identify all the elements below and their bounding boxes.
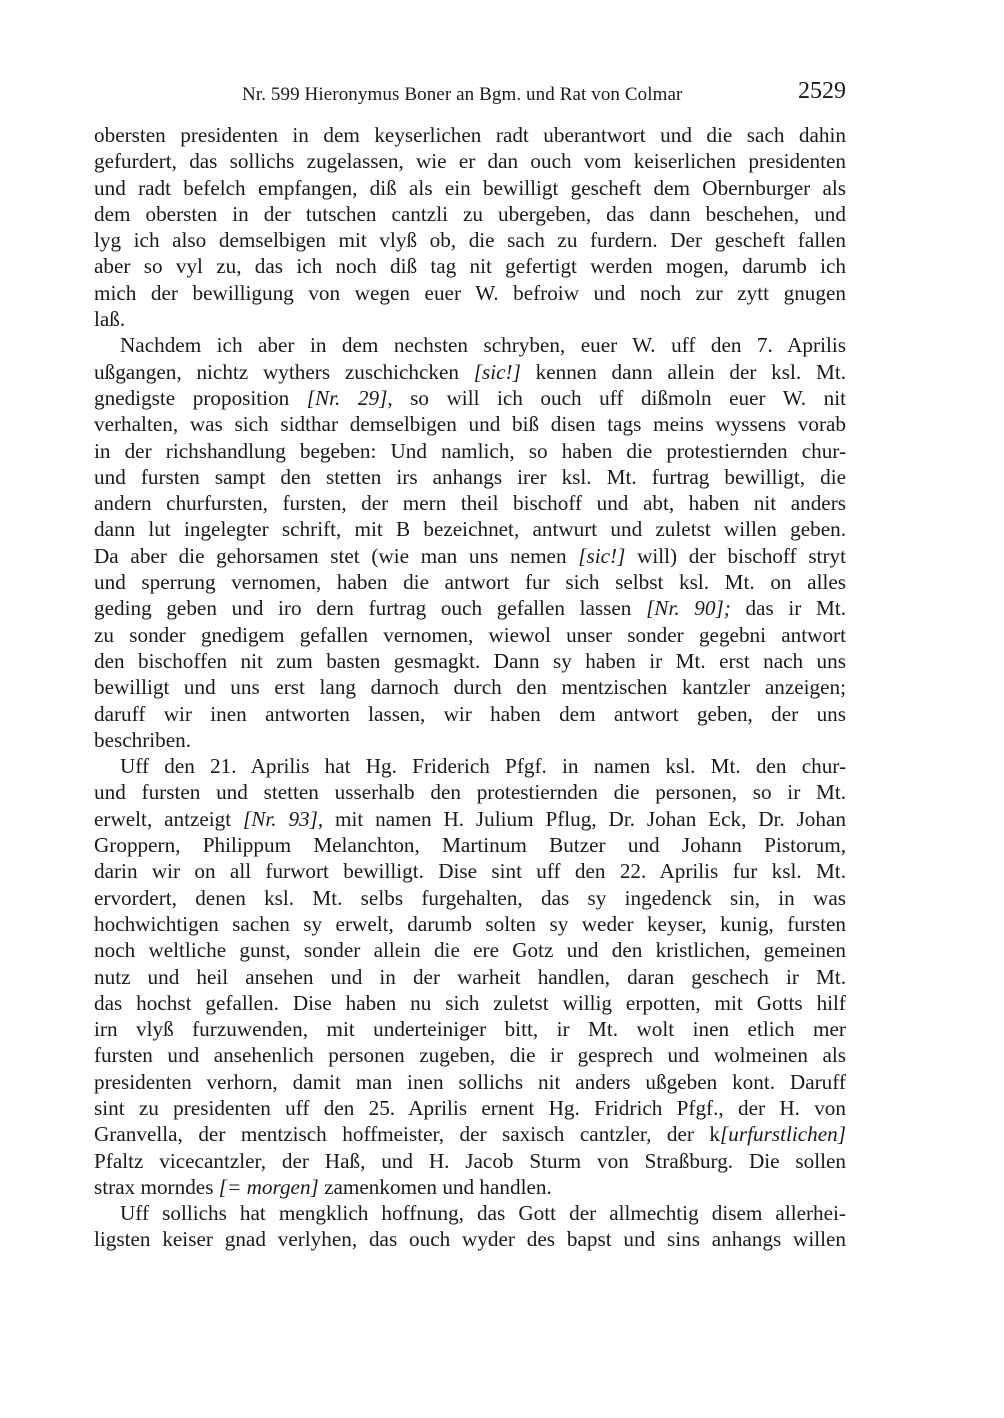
editorial-note: [Nr. 93] [243, 806, 318, 831]
text-line [94, 1148, 846, 1174]
text-line [94, 622, 846, 648]
text-segment: irn vlyß furzuwenden, mit underteiniger bitt, ir Mt. wolt inen etlich mer [94, 1017, 846, 1042]
text-segment: Groppern, Philippum Melanchton, Martinum Butzer und Johann Pistorum, [94, 833, 846, 858]
text-segment: verhalten, was sich sidthar demselbigen und biß disen tags meins wyssens vorab [94, 412, 846, 437]
text-segment: und fursten und stetten usserhalb den protestiernden die personen, so ir Mt. [94, 780, 846, 805]
text-line [94, 411, 846, 437]
text-line [94, 1174, 846, 1200]
editorial-note: [Nr. 90]; [646, 596, 731, 621]
text-segment: das ir Mt. [730, 596, 847, 621]
text-segment: zu sonder gnedigem gefallen vernomen, wiewol unser sonder gegebni antwort [94, 622, 846, 647]
text-line [94, 543, 846, 569]
text-line [94, 1121, 846, 1147]
text-segment: ligsten keiser gnad verlyhen, das ouch wyder des bapst und sins anhangs willen [94, 1227, 846, 1252]
text-line [94, 490, 846, 516]
text-segment: aber so vyl zu, das ich noch diß tag nit gefertigt werden mogen, darumb ich [94, 254, 846, 279]
text-segment: daruff wir inen antworten lassen, wir haben dem antwort geben, der uns [94, 701, 846, 726]
editorial-note: [Nr. 29] [306, 385, 388, 410]
text-line [94, 1069, 846, 1095]
text-segment: Granvella, der mentzisch hoffmeister, der saxisch cantzler, der k [94, 1122, 721, 1147]
text-segment: , mit namen H. Julium Pflug, Dr. Johan Eck, Dr. Johan [317, 806, 846, 831]
text-segment: geding geben und iro dern furtrag ouch gefallen lassen [94, 596, 647, 621]
text-line [94, 832, 846, 858]
running-head: Nr. 599 Hieronymus Boner an Bgm. und Rat von Colmar [242, 84, 683, 105]
text-line [94, 779, 846, 805]
text-line [94, 148, 846, 174]
text-segment: das hochst gefallen. Dise haben nu sich zuletst willig erpotten, mit Gotts hilf [94, 990, 846, 1015]
text-segment: obersten presidenten in dem keyserlichen radt uberantwort und die sach dahin [94, 123, 846, 147]
text-segment: Uff den 21. Aprilis hat Hg. Friderich Pfgf. in namen ksl. Mt. den chur- [120, 754, 846, 779]
text-line [94, 806, 846, 832]
text-line [94, 753, 846, 779]
text-segment: presidenten verhorn, damit man inen sollichs nit anders ußgeben kont. Daruff [94, 1069, 846, 1094]
text-line [94, 1095, 846, 1121]
text-line [94, 306, 846, 332]
text-segment: laß. [94, 307, 126, 332]
text-segment: gefurdert, das sollichs zugelassen, wie er dan ouch vom keiserlichen presidenten [94, 149, 846, 174]
text-segment: hochwichtigen sachen sy erwelt, darumb solten sy weder keyser, kunig, fursten [94, 911, 846, 936]
text-segment: gnedigste proposition [94, 385, 307, 410]
body-text [94, 122, 846, 1253]
text-segment: in der richshandlung begeben: Und namlich, so haben die protestiernden chur- [94, 438, 846, 463]
text-segment: strax morndes [94, 1174, 219, 1199]
text-segment: Pfaltz vicecantzler, der Haß, und H. Jacob Sturm von Straßburg. Die sollen [94, 1148, 846, 1173]
editorial-note: [= morgen] [218, 1174, 319, 1199]
text-line [94, 332, 846, 358]
text-line [94, 359, 846, 385]
paragraph [94, 753, 846, 1200]
text-line [94, 569, 846, 595]
text-segment: noch weltliche gunst, sonder allein die ere Gotz und den kristlichen, gemeinen [94, 938, 846, 963]
text-line [94, 516, 846, 542]
paragraph [94, 122, 846, 332]
text-segment: und sperrung vernomen, haben die antwort fur sich selbst ksl. Mt. on alles [94, 570, 846, 595]
text-segment: sint zu presidenten uff den 25. Aprilis ernent Hg. Fridrich Pfgf., der H. von [94, 1095, 846, 1120]
text-segment: den bischoffen nit zum basten gesmagkt. Dann sy haben ir Mt. erst nach uns [94, 648, 846, 673]
text-line [94, 674, 846, 700]
editorial-note: [sic!] [578, 543, 626, 568]
text-line [94, 990, 846, 1016]
text-line [94, 595, 846, 621]
text-line [94, 253, 846, 279]
text-segment: andern churfursten, fursten, der mern theil bischoff und abt, haben nit anders [94, 491, 846, 516]
text-line [94, 964, 846, 990]
text-line [94, 438, 846, 464]
page-header [94, 78, 846, 112]
text-segment: darin wir on all furwort bewilligt. Dise sint uff den 22. Aprilis fur ksl. Mt. [94, 859, 846, 884]
text-segment: dem obersten in der tutschen cantzli zu ubergeben, das dann beschehen, und [94, 201, 846, 226]
text-line [94, 648, 846, 674]
text-segment: dann lut ingelegter schrift, mit B bezeichnet, antwurt und zuletst willen geben. [94, 517, 846, 542]
paragraph [94, 1200, 846, 1253]
text-segment: mich der bewilligung von wegen euer W. befroiw und noch zur zytt gnugen [94, 280, 846, 305]
text-segment: zamenkomen und handlen. [318, 1174, 552, 1199]
text-line [94, 464, 846, 490]
text-segment: Uff sollichs hat mengklich hoffnung, das Gott der allmechtig disem allerhei- [120, 1201, 846, 1226]
text-line [94, 280, 846, 306]
editorial-note: [sic!] [473, 359, 521, 384]
text-segment: ervordert, denen ksl. Mt. selbs furgehalten, das sy ingedenck sin, in was [94, 885, 846, 910]
text-segment: Nachdem ich aber in dem nechsten schryben, euer W. uff den 7. Aprilis [120, 333, 846, 358]
text-line [94, 885, 846, 911]
text-line [94, 727, 846, 753]
text-segment: fursten und ansehenlich personen zugeben, die ir gesprech und wolmeinen als [94, 1043, 846, 1068]
text-segment: kennen dann allein der ksl. Mt. [520, 359, 846, 384]
paragraph [94, 332, 846, 753]
text-segment: beschriben. [94, 727, 192, 752]
text-segment: Da aber die gehorsamen stet (wie man uns nemen [94, 543, 579, 568]
text-segment: und radt befelch empfangen, diß als ein bewilligt gescheft dem Obernburger als [94, 175, 846, 200]
editorial-note: [urfurstlichen] [720, 1122, 846, 1147]
text-line [94, 701, 846, 727]
text-line [94, 1226, 846, 1252]
text-segment: bewilligt und uns erst lang darnoch durch den mentzischen kantzler anzeigen; [94, 675, 846, 700]
text-line [94, 175, 846, 201]
text-line [94, 385, 846, 411]
text-segment: , so will ich ouch uff dißmoln euer W. nit [387, 385, 846, 410]
text-segment: erwelt, antzeigt [94, 806, 244, 831]
text-line [94, 911, 846, 937]
text-segment: ußgangen, nichtz wythers zuschichcken [94, 359, 474, 384]
text-segment: will) der bischoff stryt [625, 543, 846, 568]
text-line [94, 858, 846, 884]
text-line [94, 937, 846, 963]
text-segment: und fursten sampt den stetten irs anhangs irer ksl. Mt. furtrag bewilligt, die [94, 464, 846, 489]
text-line [94, 1200, 846, 1226]
text-line [94, 122, 846, 148]
text-segment: lyg ich also demselbigen mit vlyß ob, die sach zu furdern. Der gescheft fallen [94, 228, 846, 253]
text-line [94, 1016, 846, 1042]
text-segment: nutz und heil ansehen und in der warheit handlen, daran geschech ir Mt. [94, 964, 846, 989]
text-line [94, 201, 846, 227]
text-line [94, 227, 846, 253]
page-number: 2529 [798, 78, 846, 104]
text-line [94, 1042, 846, 1068]
